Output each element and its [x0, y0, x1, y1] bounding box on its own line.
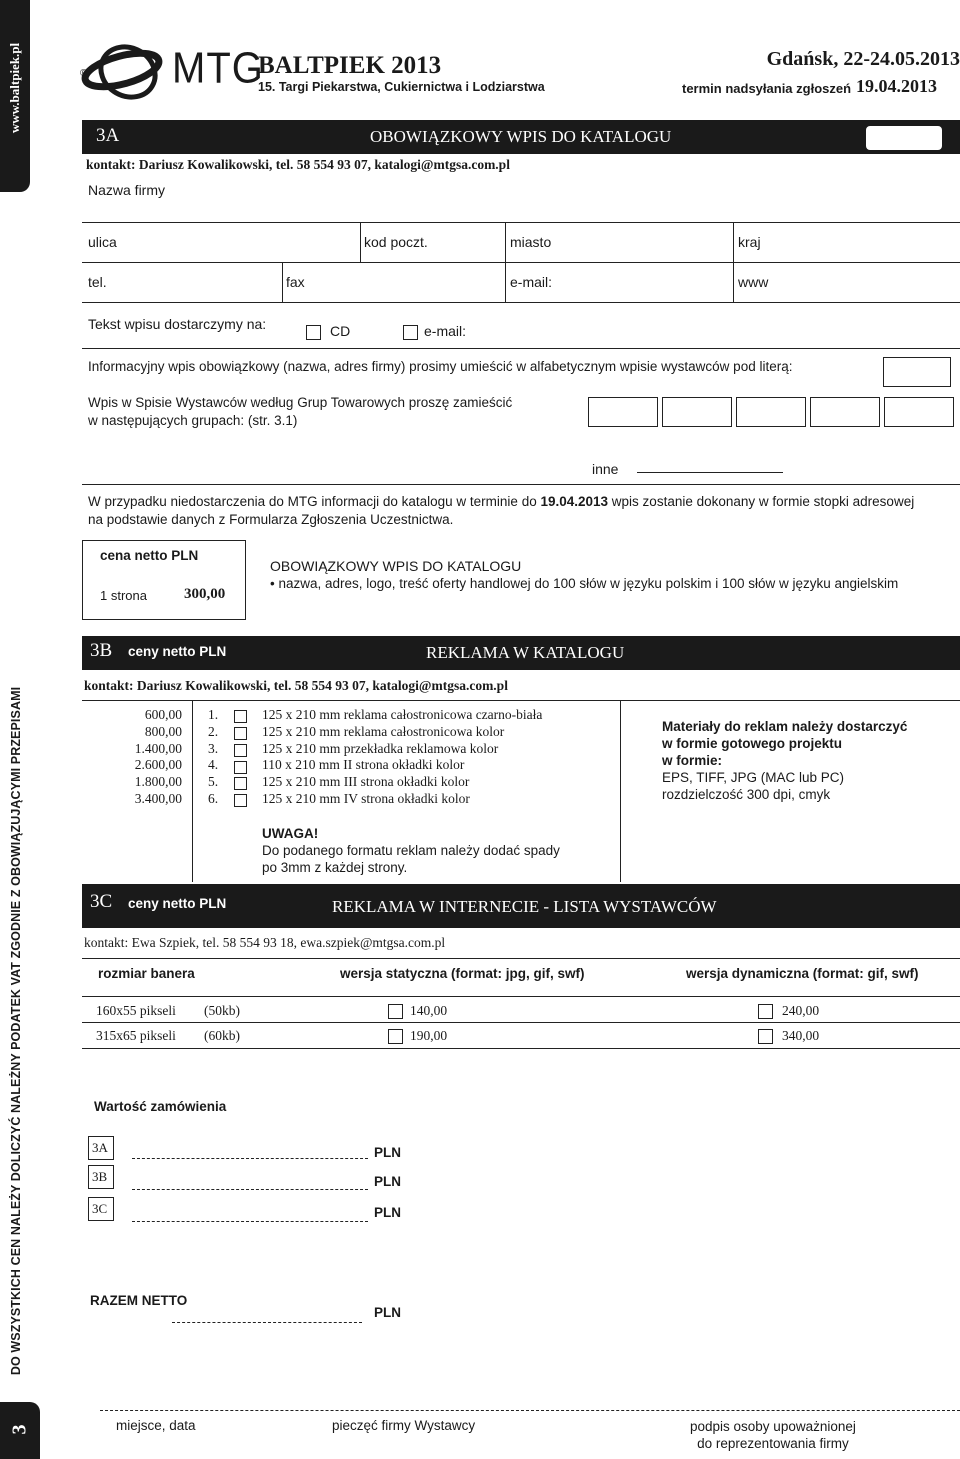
company-name-label: Nazwa firmy	[88, 182, 166, 198]
vat-note: DO WSZYSTKICH CEN NALEŻY DOLICZYĆ NALEŻNY PODATEK VAT ZGODNIE Z OBOWIĄZUJĄCYMI PRZEPISAMI	[9, 686, 23, 1376]
text-delivery-label: Tekst wpisu dostarczymy na:	[88, 316, 267, 332]
static-version-header: wersja statyczna (format: jpg, gif, swf)	[340, 966, 585, 981]
letter-input[interactable]	[883, 357, 951, 387]
www-label: www	[738, 274, 769, 290]
total-net-label: RAZEM NETTO	[90, 1293, 188, 1308]
logo-text: MTG	[172, 43, 264, 93]
warning-line-1: Do podanego formatu reklam należy dodać spady	[262, 843, 560, 858]
order-3a-input[interactable]	[132, 1158, 368, 1159]
section-3c-code: 3C	[90, 891, 113, 912]
ad-item: 125 x 210 mm przekładka reklamowa kolor	[262, 740, 499, 756]
order-3a-currency: PLN	[374, 1145, 401, 1160]
order-3c-currency: PLN	[374, 1205, 401, 1220]
place-date-label: miejsce, data	[116, 1418, 196, 1433]
static-checkbox-2[interactable]	[388, 1029, 403, 1044]
ad-number: 1.	[208, 707, 219, 722]
price-label-3a: cena netto PLN	[100, 548, 199, 563]
section-3c-contact: kontakt: Ewa Szpiek, tel. 58 554 93 18, ewa.szpiek@mtgsa.com.pl	[84, 935, 446, 950]
group-input-3[interactable]	[736, 397, 806, 427]
website-label: www.baltpiek.pl	[7, 42, 22, 134]
cd-label: CD	[330, 323, 351, 339]
order-3b-currency: PLN	[374, 1174, 401, 1189]
section-3a-contact: kontakt: Dariusz Kowalikowski, tel. 58 554 93 07, katalogi@mtgsa.com.pl	[86, 157, 510, 172]
city-label: miasto	[510, 234, 552, 250]
ad-price: 800,00	[144, 723, 182, 739]
groups-info-1: Wpis w Spisie Wystawców według Grup Towarowych proszę zamieścić	[88, 395, 513, 410]
order-3c-label: 3C	[92, 1201, 108, 1216]
order-3c-input[interactable]	[132, 1221, 368, 1222]
ad-number: 4.	[208, 757, 219, 773]
order-3b-input[interactable]	[132, 1189, 368, 1190]
ad-numbers	[208, 707, 218, 808]
dynamic-price-2: 340,00	[782, 1028, 820, 1043]
total-net-input[interactable]	[172, 1322, 362, 1323]
section-3b-title: REKLAMA W KATALOGU	[426, 643, 625, 662]
static-checkbox-1[interactable]	[388, 1004, 403, 1019]
ad-price: 1.800,00	[134, 774, 182, 790]
dynamic-price-1: 240,00	[782, 1003, 820, 1018]
static-price-1: 140,00	[410, 1003, 448, 1018]
ad-price: 3.400,00	[134, 790, 182, 806]
group-input-1[interactable]	[588, 397, 658, 427]
group-input-2[interactable]	[662, 397, 732, 427]
mandatory-title: OBOWIĄZKOWY WPIS DO KATALOGU	[270, 558, 522, 574]
section-3b-contact: kontakt: Dariusz Kowalikowski, tel. 58 554 93 07, katalogi@mtgsa.com.pl	[84, 678, 508, 693]
location-date: Gdańsk, 22-24.05.2013	[766, 48, 960, 70]
order-value-title: Wartość zamówienia	[94, 1099, 227, 1114]
email-checkbox[interactable]	[403, 325, 418, 340]
section-3c-price-label: ceny netto PLN	[128, 896, 227, 911]
static-price-2: 190,00	[410, 1028, 448, 1043]
cd-checkbox[interactable]	[306, 325, 321, 340]
ad-checkbox-6[interactable]	[234, 794, 247, 807]
page-label-3a: 1 strona	[100, 588, 147, 603]
company-stamp-label: pieczęć firmy Wystawcy	[332, 1418, 476, 1433]
deadline-date: 19.04.2013	[856, 76, 937, 96]
ad-number: 2.	[208, 723, 219, 739]
ad-item: 110 x 210 mm II strona okładki kolor	[262, 757, 465, 773]
warning-title: UWAGA!	[262, 826, 319, 841]
section-3a-title: OBOWIĄZKOWY WPIS DO KATALOGU	[370, 127, 672, 146]
ad-price: 600,00	[144, 707, 182, 722]
dynamic-checkbox-2[interactable]	[758, 1029, 773, 1044]
fax-label: fax	[286, 274, 305, 290]
mandatory-desc: • nazwa, adres, logo, treść oferty handlowej do 100 słów w języku polskim i 100 słów w języku angielskim	[270, 576, 899, 591]
ad-checkbox-1[interactable]	[234, 710, 247, 723]
section-3a-code: 3A	[96, 125, 120, 146]
group-input-5[interactable]	[884, 397, 954, 427]
ad-checkbox-4[interactable]	[234, 761, 247, 774]
page-number: 3	[8, 1424, 31, 1435]
ad-price: 2.600,00	[134, 757, 182, 773]
warning-line-2: po 3mm z każdej strony.	[262, 860, 408, 875]
banner-size-2: 315x65 pikseli	[96, 1028, 176, 1043]
ad-items	[262, 707, 542, 808]
dynamic-version-header: wersja dynamiczna (format: gif, swf)	[686, 966, 919, 981]
notice-text: W przypadku niedostarczenia do MTG informacji do katalogu w terminie do 19.04.2013 wpis zostanie dokonany w formie stopki adresowej na podstawie danych z Formularza Zgłoszenia Uczestnictwa.	[88, 494, 915, 527]
banner-size-header: rozmiar banera	[98, 966, 195, 981]
postcode-label: kod poczt.	[364, 234, 428, 250]
ad-checkbox-2[interactable]	[234, 727, 247, 740]
other-label: inne	[592, 461, 619, 477]
ad-price: 1.400,00	[134, 740, 182, 756]
alphabet-letter-info: Informacyjny wpis obowiązkowy (nazwa, adres firmy) prosimy umieścić w alfabetycznym wpisie wystawców pod literą:	[88, 359, 793, 374]
ad-number: 5.	[208, 774, 219, 790]
ad-item: 125 x 210 mm reklama całostronicowa kolor	[262, 723, 505, 739]
ad-number: 3.	[208, 740, 219, 756]
section-3c-title: REKLAMA W INTERNECIE - LISTA WYSTAWCÓW	[332, 897, 717, 916]
banner-size-1: 160x55 pikseli	[96, 1003, 176, 1018]
logo-swoosh-icon	[80, 40, 170, 102]
ad-checkbox-5[interactable]	[234, 777, 247, 790]
mtg-logo	[80, 40, 170, 102]
section-3a-checkbox[interactable]	[866, 126, 942, 150]
event-title: BALTPIEK 2013	[258, 52, 442, 79]
other-input-line[interactable]	[637, 472, 783, 473]
ad-item: 125 x 210 mm IV strona okładki kolor	[262, 790, 470, 806]
tel-label: tel.	[88, 274, 107, 290]
order-3a-label: 3A	[92, 1140, 108, 1155]
event-subtitle: 15. Targi Piekarstwa, Cukiernictwa i Lodziarstwa	[258, 80, 545, 94]
banner-kb-2: (60kb)	[204, 1028, 240, 1043]
order-3b-label: 3B	[92, 1169, 108, 1184]
ad-checkbox-3[interactable]	[234, 744, 247, 757]
materials-info: Materiały do reklam należy dostarczyć w formie gotowego projektu w formie: EPS, TIFF, JPG (MAC lub PC) rozdzielczość 300 dpi, cmyk	[662, 719, 908, 802]
page-price-3a: 300,00	[184, 586, 226, 602]
ad-number: 6.	[208, 790, 219, 806]
groups-info-2: w następujących grupach: (str. 3.1)	[88, 413, 298, 428]
signature-label: podpis osoby upoważnionej do reprezentowania firmy	[690, 1419, 856, 1451]
ad-item: 125 x 210 mm reklama całostronicowa czarno-biała	[262, 707, 543, 722]
group-input-4[interactable]	[810, 397, 880, 427]
ad-item: 125 x 210 mm III strona okładki kolor	[262, 774, 470, 790]
email-option-label: e-mail:	[424, 323, 467, 339]
deadline-label: termin nadsyłania zgłoszeń	[682, 81, 852, 96]
ad-prices	[92, 707, 182, 808]
total-net-currency: PLN	[374, 1305, 401, 1320]
dynamic-checkbox-1[interactable]	[758, 1004, 773, 1019]
registered-mark: ®	[80, 68, 88, 79]
signature-line[interactable]	[100, 1410, 960, 1411]
country-label: kraj	[738, 234, 761, 250]
email-label: e-mail:	[510, 274, 553, 290]
banner-kb-1: (50kb)	[204, 1003, 240, 1018]
street-label: ulica	[88, 234, 117, 250]
section-3b-code: 3B	[90, 640, 113, 661]
section-3b-price-label: ceny netto PLN	[128, 644, 227, 659]
